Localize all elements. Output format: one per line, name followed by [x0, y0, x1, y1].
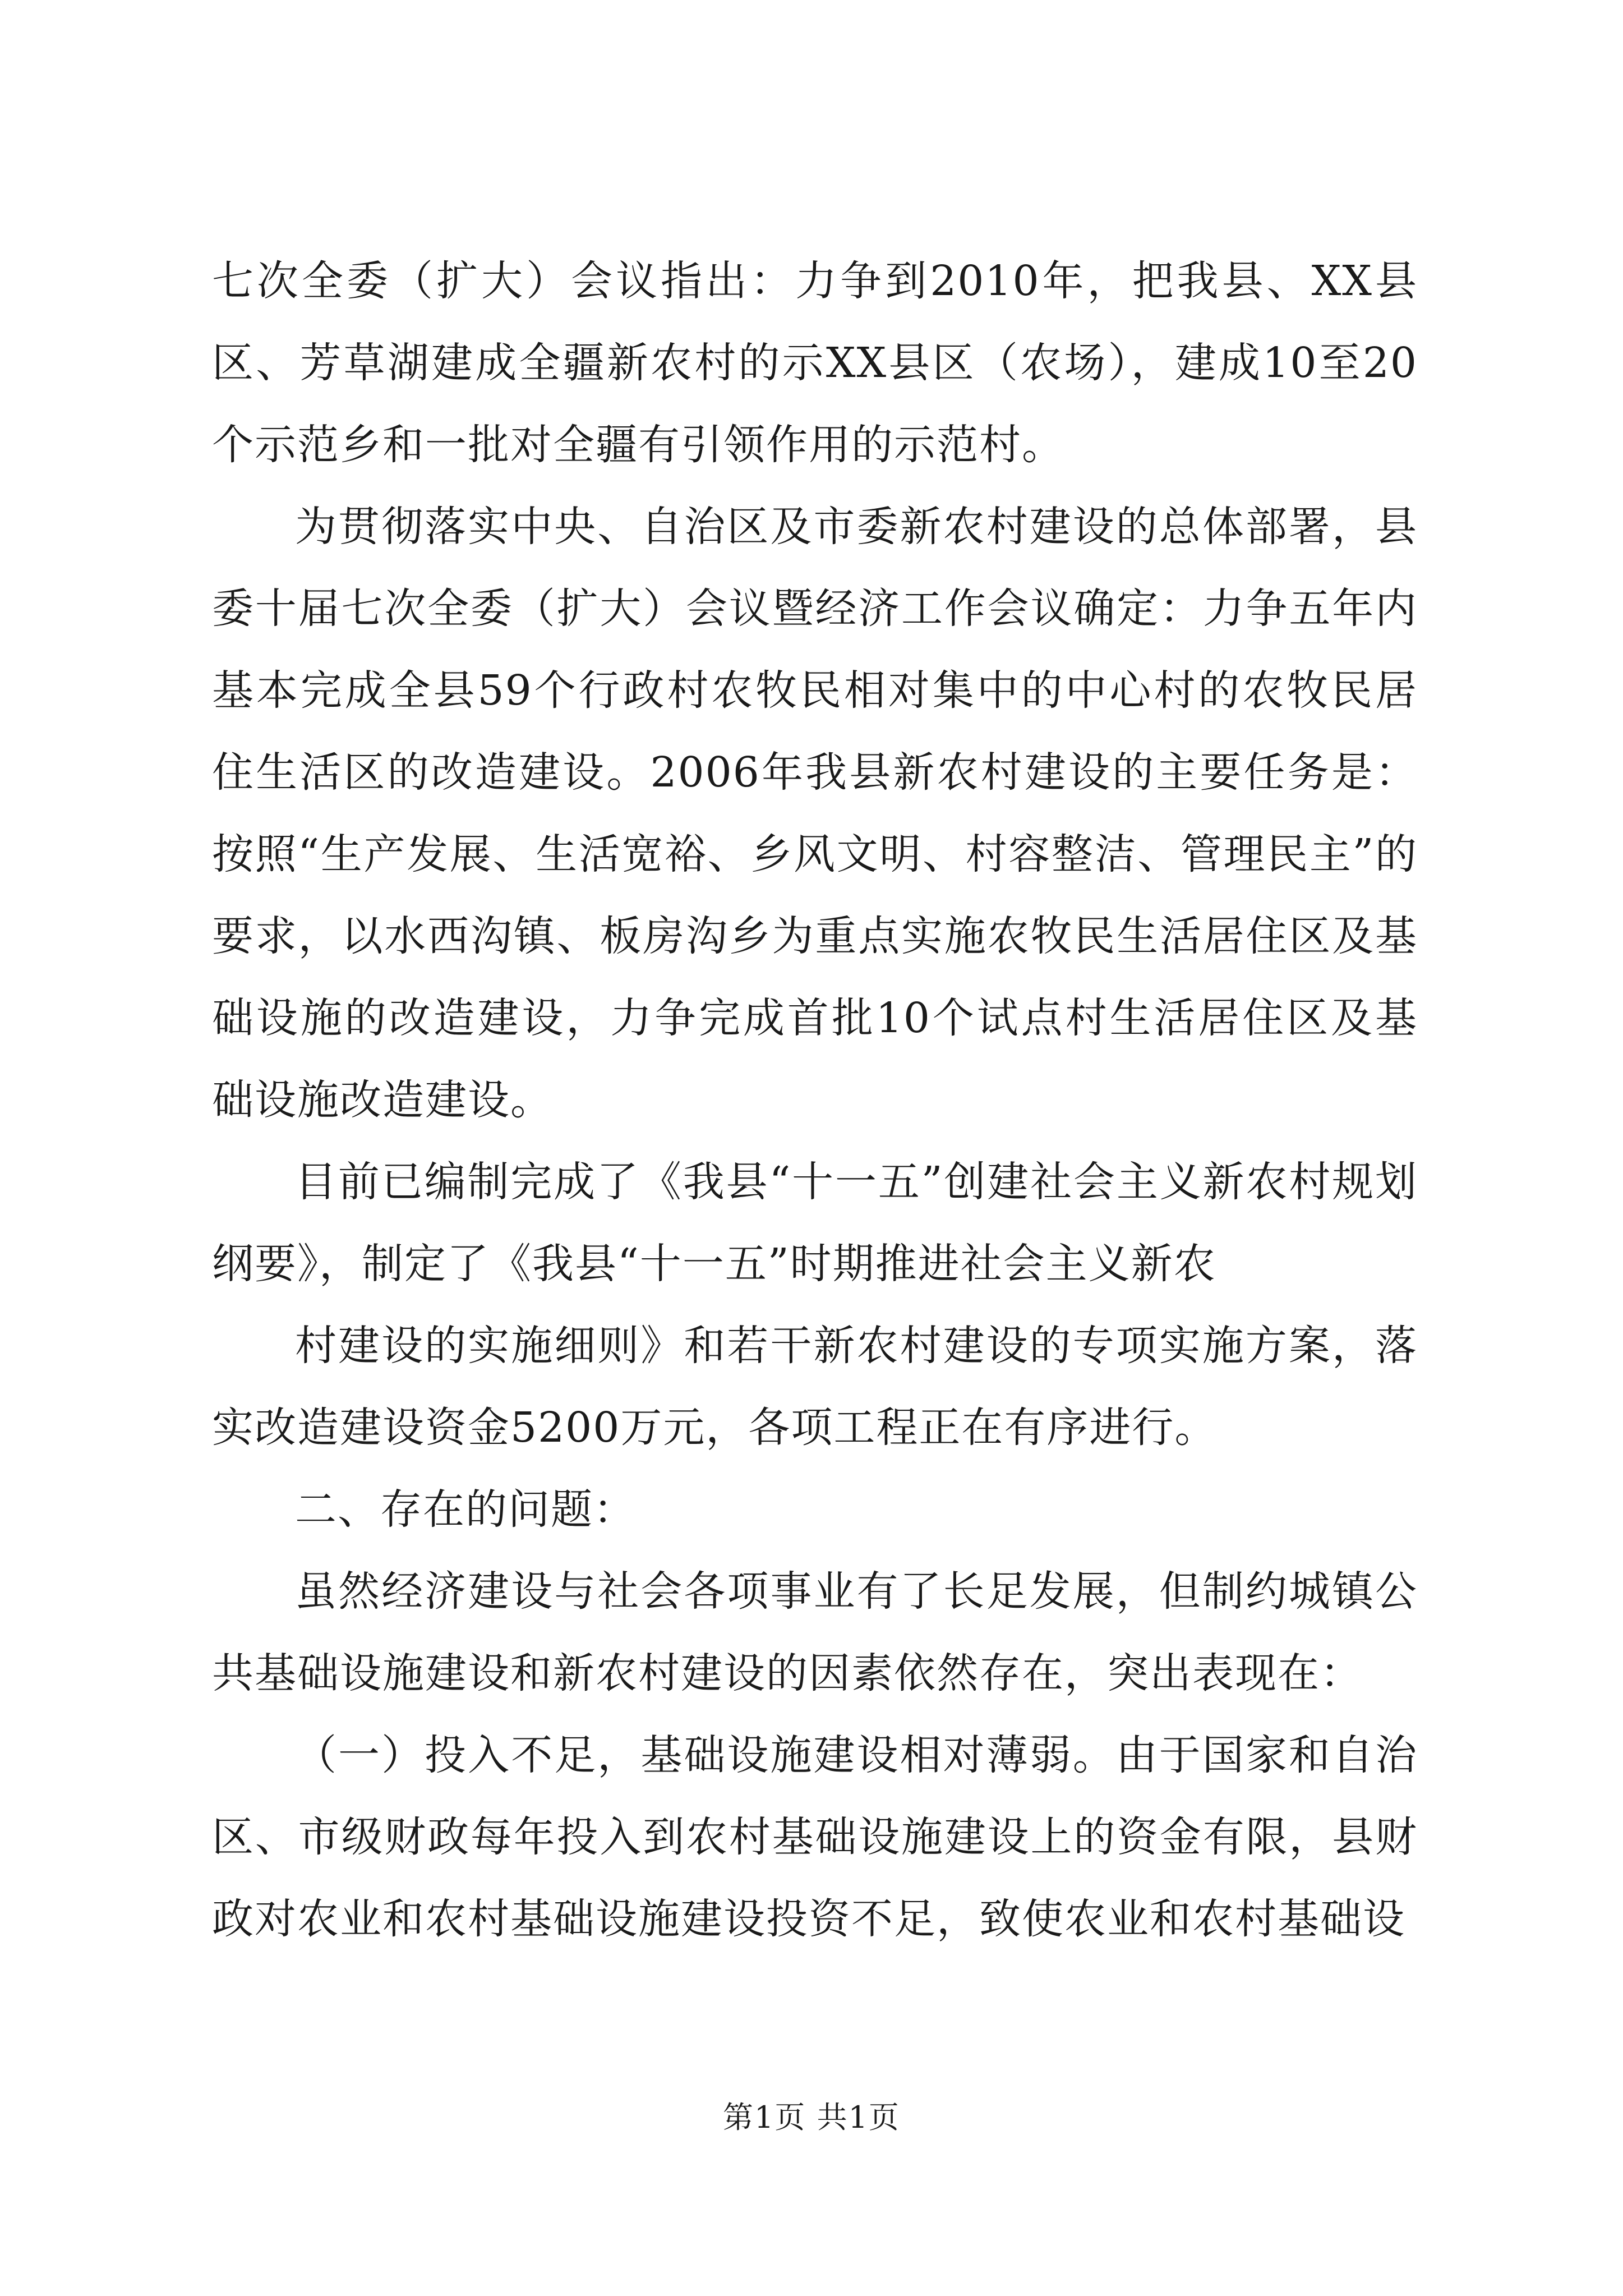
paragraph-7: （一）投入不足，基础设施建设相对薄弱。由于国家和自治区、市级财政每年投入到农村基础设施建设上的资金有限，县财政对农业和农村基础设施建设投资不足，致使农业和农村基础设: [212, 1731, 1418, 1943]
document-body: [212, 240, 1418, 1960]
paragraph-6: 虽然经济建设与社会各项事业有了长足发展，但制约城镇公共基础设施建设和新农村建设的因素依然存在，突出表现在：: [212, 1567, 1418, 1697]
page-footer: 第1页 共1页: [723, 2100, 900, 2135]
paragraph-4: 村建设的实施细则》和若干新农村建设的专项实施方案，落实改造建设资金5200万元，各项工程正在有序进行。: [212, 1322, 1418, 1452]
paragraph-1: 七次全委（扩大）会议指出：力争到2010年，把我县、XX县区、芳草湖建成全疆新农村的示XX县区（农场），建成10至20个示范乡和一批对全疆有引领作用的示范村。: [212, 257, 1418, 469]
paragraph-2: 为贯彻落实中央、自治区及市委新农村建设的总体部署，县委十届七次全委（扩大）会议暨经济工作会议确定：力争五年内基本完成全县59个行政村农牧民相对集中的中心村的农牧民居住生活区的改造建设。2006年我县新农村建设的主要任务是：按照“生产发展、生活宽裕、乡风文明、村容整洁、管理民主”的要求，以水西沟镇、板房沟乡为重点实施农牧民生活居住区及基础设施的改造建设，力争完成首批10个试点村生活居住区及基础设施改造建设。: [212, 503, 1418, 1124]
paragraph-3: 目前已编制完成了《我县“十一五”创建社会主义新农村规划纲要》，制定了《我县“十一五”时期推进社会主义新农: [212, 1158, 1418, 1288]
section-heading-problems: 二、存在的问题：: [295, 1485, 636, 1534]
